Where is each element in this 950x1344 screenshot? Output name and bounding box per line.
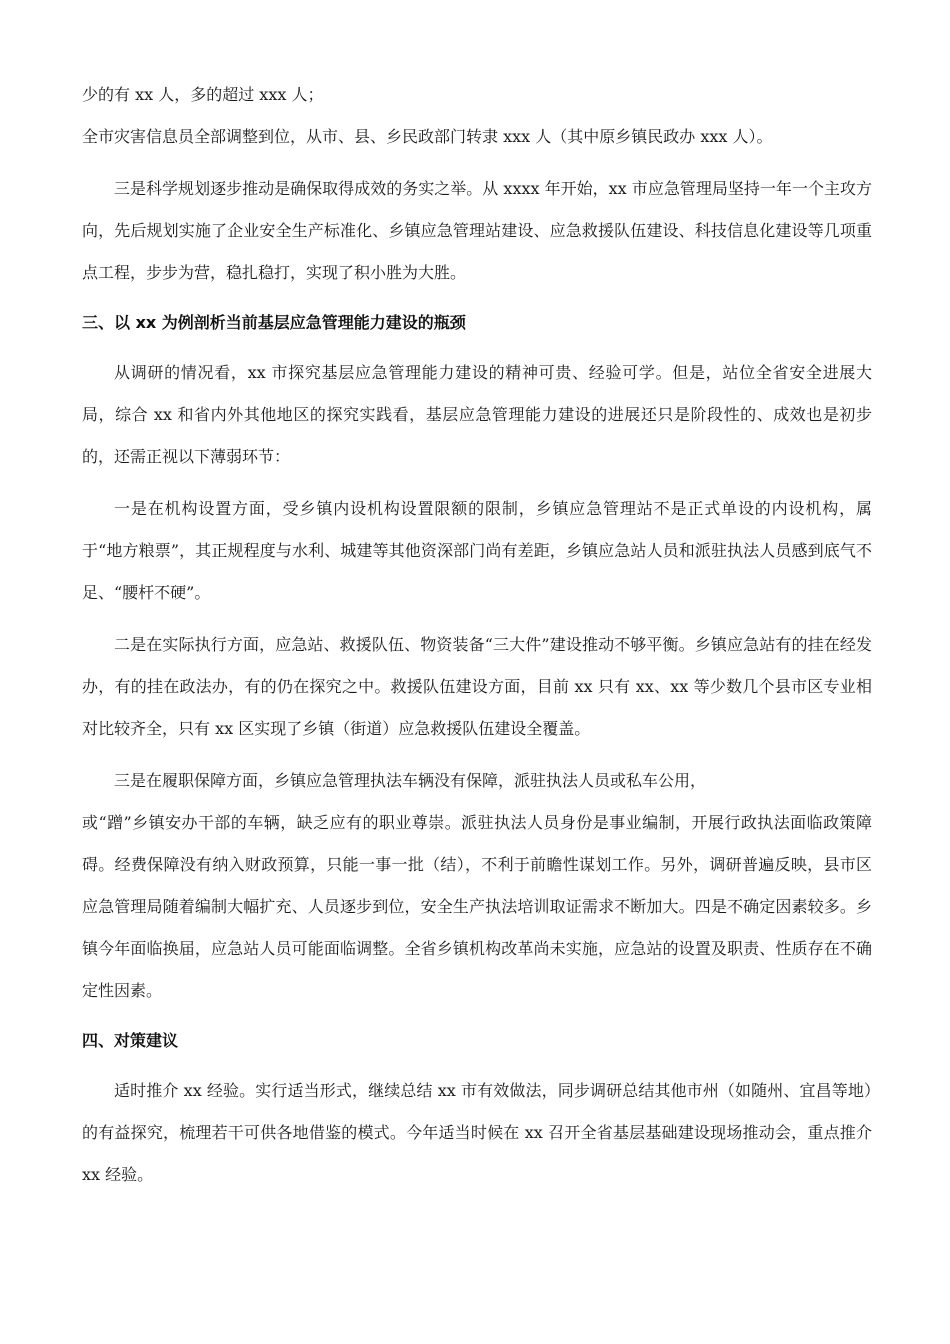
paragraph-text: 适时推介 xx 经验。实行适当形式，继续总结 xx 市有效做法，同步调研总结其他市州（如随州、宜昌等地）的有益探究，梳理若干可供各地借鉴的模式。今年适当时候在 xx 召开全省基层基础建设现场推动会，重点推介 xx 经验。 bbox=[82, 1081, 872, 1184]
paragraph-text: 从调研的情况看，xx 市探究基层应急管理能力建设的精神可贵、经验可学。但是，站位全省安全进展大局，综合 xx 和省内外其他地区的探究实践看，基层应急管理能力建设的进展还只是阶段性的、成效也是初步的，还需正视以下薄弱环节： bbox=[82, 363, 872, 466]
section-heading: 三、以 xx 为例剖析当前基层应急管理能力建设的瓶颈 bbox=[82, 313, 466, 332]
paragraph-text: 少的有 xx 人，多的超过 xxx 人； bbox=[82, 85, 324, 104]
paragraph-text: 一是在机构设置方面，受乡镇内设机构设置限额的限制，乡镇应急管理站不是正式单设的内设机构，属于“地方粮票”，其正规程度与水利、城建等其他资深部门尚有差距，乡镇应急站人员和派驻执法人员感到底气不足、“腰杆不硬”。 bbox=[82, 499, 872, 602]
paragraph-text: 三是在履职保障方面，乡镇应急管理执法车辆没有保障，派驻执法人员或私车公用， bbox=[114, 771, 707, 790]
paragraph-text: 二是在实际执行方面，应急站、救援队伍、物资装备“三大件”建设推动不够平衡。乡镇应急站有的挂在经发办，有的挂在政法办，有的仍在探究之中。救援队伍建设方面，目前 xx 只有 xx、xx 等少数几个县市区专业相对比较齐全，只有 xx 区实现了乡镇（街道）应急救援队伍建设全覆盖。 bbox=[82, 635, 872, 738]
document-page bbox=[82, 74, 872, 1196]
paragraph-text: 或“蹭”乡镇安办干部的车辆，缺乏应有的职业尊崇。派驻执法人员身份是事业编制，开展行政执法面临政策障碍。经费保障没有纳入财政预算，只能一事一批（结），不利于前瞻性谋划工作。另外，调研普遍反映，县市区应急管理局随着编制大幅扩充、人员逐步到位，安全生产执法培训取证需求不断加大。四是不确定因素较多。乡镇今年面临换届，应急站人员可能面临调整。全省乡镇机构改革尚未实施，应急站的设置及职责、性质存在不确定性因素。 bbox=[82, 813, 872, 1000]
paragraph-text: 三是科学规划逐步推动是确保取得成效的务实之举。从 xxxx 年开始，xx 市应急管理局坚持一年一个主攻方向，先后规划实施了企业安全生产标准化、乡镇应急管理站建设、应急救援队伍建设、科技信息化建设等几项重点工程，步步为营，稳扎稳打，实现了积小胜为大胜。 bbox=[82, 179, 872, 282]
paragraph-text: 全市灾害信息员全部调整到位，从市、县、乡民政部门转隶 xxx 人（其中原乡镇民政办 xxx 人）。 bbox=[82, 127, 773, 146]
section-heading: 四、对策建议 bbox=[82, 1031, 179, 1050]
